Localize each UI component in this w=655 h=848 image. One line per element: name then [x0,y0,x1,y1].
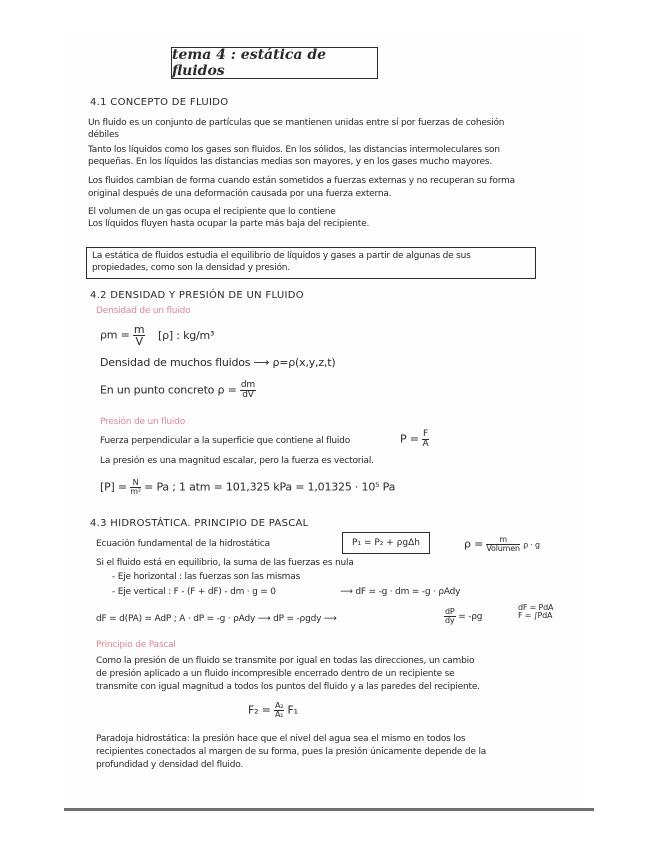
pascal-line: transmite con igual magnitud a todos los puntos del fluido y a las paredes del recipiente. [96,682,480,692]
paradox-line: recipientes conectados al margen de su forma, pues la presión únicamente depende de la [96,747,487,757]
rho-label: ρ = [464,537,484,551]
density-formula [100,324,145,347]
point-label: En un punto concreto ρ = [100,383,237,397]
density-unit: [ρ] : kg/m³ [158,329,215,342]
subheading-density: Densidad de un fluido [96,306,191,316]
summary-line: La estática de fluidos estudia el equilibrio de líquidos y gases a partir de algunas de sus [92,251,471,261]
section-heading-4-2: 4.2 DENSIDAD Y PRESIÓN DE UN FLUIDO [90,290,304,301]
m-over-volume [486,536,519,553]
text-line: El volumen de un gas ocupa el recipiente que lo contiene [88,207,336,217]
section-heading-4-1: 4.1 CONCEPTO DE FLUIDO [90,97,229,108]
p-unit-rhs: = Pa ; 1 atm = 101,325 kPa = 1,01325 · 10⁵ Pa [144,480,396,494]
margin-note: dF = PdA F = ∫PdA [518,603,554,621]
text-line: pequeñas. En los líquidos las distancias medias son mayores, y en los gases mucho mayores. [88,157,493,167]
density-point-formula [100,381,256,400]
p-label: P = [400,432,419,446]
f1-label: F₁ [287,703,298,717]
pascal-formula [248,702,298,719]
fundamental-eq-label: Ecuación fundamental de la hidrostática [96,539,270,549]
dp-derivation: dF = d(PA) = AdP ; A · dP = -g · ρAdy ⟶ dP = -ρgdy ⟶ [96,614,337,624]
subheading-pascal: Principio de Pascal [96,640,176,650]
dp-dy-result [444,608,482,625]
equilibrium-note: Si el fluido está en equilibrio, la suma de las fuerzas es nula [96,558,354,568]
pressure-definition: Fuerza perpendicular a la superficie que contiene al fluido [100,436,350,446]
page-title: tema 4 : estática de fluidos [172,47,327,79]
frac-den: V [135,335,143,348]
frac-den: Volumen [486,544,520,553]
title-box [171,47,378,79]
frac-den: dV [242,390,254,400]
frac-num: F [423,429,429,439]
f2-label: F₂ = [248,703,271,717]
f-over-a [422,430,429,449]
rho-definition [464,536,540,553]
rho-m-label: ρm = [100,328,130,342]
frac-den: m² [130,487,141,496]
frac-num: m [133,323,145,336]
pressure-formula [400,430,429,449]
df-derivation: ⟶ dF = -g · dm = -g · ρAdy [340,587,461,597]
density-many-fluids: Densidad de muchos fluidos ⟶ ρ=ρ(x,y,z,t) [100,356,336,369]
summary-line: propiedades, como son la densidad y presión. [92,263,290,273]
text-line: Un fluido es un conjunto de partículas que se mantienen unidas entre sí por fuerzas de cohesión [88,118,505,128]
frac-num: N [130,479,141,488]
frac-den: dy [445,616,455,625]
frac-den: A [422,439,429,449]
fundamental-eq-box [342,532,430,554]
frac-num: A₂ [274,701,284,710]
dp-dy-rhs: = -ρg [458,612,483,622]
pascal-line: de presión aplicado a un fluido incompresible encerrado dentro de un recipiente se [96,669,455,679]
dm-over-dv [240,381,256,400]
paradox-line: profundidad y densidad del fluido. [96,760,244,770]
text-line: Los líquidos fluyen hasta ocupar la parte más baja del recipiente. [88,219,370,229]
pressure-units [100,479,395,496]
vertical-axis-note: - Eje vertical : F - (F + dF) - dm · g = 0 [112,587,276,597]
frac-num: dm [240,380,255,390]
a2-over-a1 [274,702,284,719]
page-bottom-edge [64,808,594,811]
text-line: original después de una deformación causada por una fuerza externa. [88,189,392,199]
frac-num: dP [445,607,455,616]
horizontal-axis-note: - Eje horizontal : las fuerzas son las mismas [112,572,301,582]
frac-den: A₁ [274,710,284,719]
n-over-m2 [130,479,141,496]
text-line: débiles [88,130,119,140]
rho-g: ρ · g [523,540,540,550]
dp-over-dy [444,608,456,625]
text-line: Los fluidos cambian de forma cuando están sometidos a fuerzas externas y no recuperan su forma [88,176,515,186]
paradox-line: Paradoja hidrostática: la presión hace que el nivel del agua sea el mismo en todos los [96,734,466,744]
text-line: Tanto los líquidos como los gases son fluidos. En los sólidos, las distancias intermoleculares son [88,145,500,155]
subheading-pressure: Presión de un fluido [100,417,186,427]
pascal-line: Como la presión de un fluido se transmite por igual en todas las direcciones, un cambio [96,656,475,666]
p-unit-lhs: [P] = [100,480,127,494]
fundamental-eq: P₁ = P₂ + ρgΔh [352,538,420,548]
frac-num: m [486,536,519,545]
section-heading-4-3: 4.3 HIDROSTÁTICA. PRINCIPIO DE PASCAL [90,518,309,529]
m-over-v [133,324,146,347]
pressure-scalar-note: La presión es una magnitud escalar, pero la fuerza es vectorial. [100,456,374,466]
